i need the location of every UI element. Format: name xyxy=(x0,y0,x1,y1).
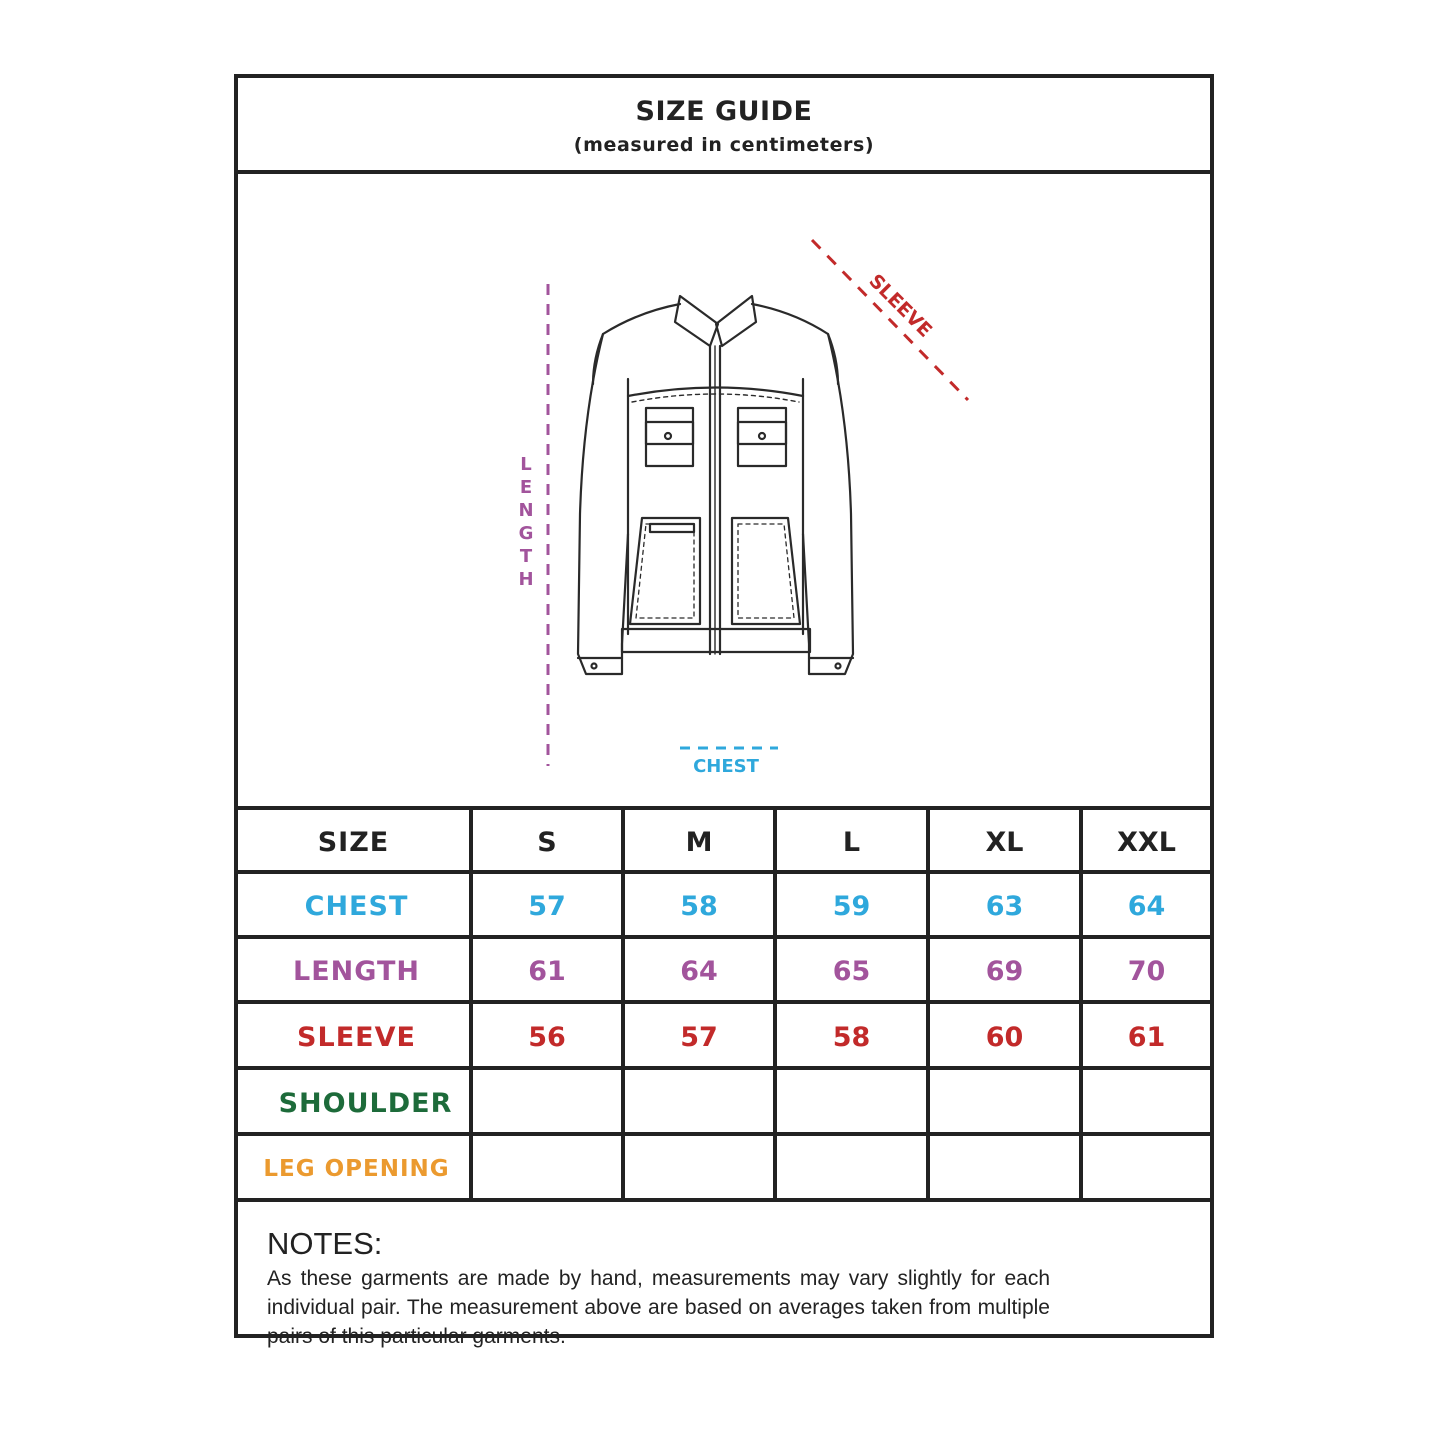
measurement-value: 59 xyxy=(773,874,926,939)
measurement-value: 57 xyxy=(469,874,621,939)
measurement-value: 70 xyxy=(1079,939,1210,1004)
measurement-value xyxy=(621,1070,773,1136)
size-column-header: SIZE xyxy=(317,826,390,858)
size-guide-header xyxy=(238,78,1210,174)
measurement-value xyxy=(1079,1070,1210,1136)
size-column-header: M xyxy=(621,810,773,874)
measurement-label: LENGTH xyxy=(293,956,420,987)
chest-label: CHEST xyxy=(693,756,759,777)
measurement-value xyxy=(621,1136,773,1202)
measurement-value xyxy=(773,1070,926,1136)
notes-body: As these garments are made by hand, measurements may vary slightly for each individual pair. The measurement above are based on averages taken from multiple pairs of this particular garments. xyxy=(267,1267,1050,1348)
measurement-value xyxy=(773,1136,926,1202)
size-guide-frame xyxy=(234,74,1214,1348)
measurement-value: 61 xyxy=(469,939,621,1004)
table-row xyxy=(238,1132,1210,1202)
measurement-value xyxy=(1079,1136,1210,1202)
measurement-value xyxy=(469,1070,621,1136)
size-column-header: XL xyxy=(926,810,1079,874)
measurement-label: SLEEVE xyxy=(297,1021,416,1053)
jacket-figure xyxy=(238,174,1210,806)
size-column-header: L xyxy=(773,810,926,874)
size-guide-subtitle: (measured in centimeters) xyxy=(573,134,875,156)
measurement-value: 69 xyxy=(926,939,1079,1004)
table-row xyxy=(238,870,1210,939)
size-column-header: XXL xyxy=(1079,810,1210,874)
length-label: L E N G T H xyxy=(518,454,534,590)
notes-section xyxy=(238,1198,1210,1348)
measurement-value: 64 xyxy=(621,939,773,1004)
measurement-value xyxy=(926,1070,1079,1136)
notes-title: NOTES: xyxy=(267,1226,383,1261)
sleeve-label: SLEEVE xyxy=(864,269,937,342)
measurement-value: 58 xyxy=(773,1004,926,1070)
measurement-label: LEG OPENING xyxy=(263,1156,450,1182)
measurement-value: 61 xyxy=(1079,1004,1210,1070)
measurement-value: 57 xyxy=(621,1004,773,1070)
jacket-drawing xyxy=(578,296,853,674)
table-row xyxy=(238,1066,1210,1136)
table-row xyxy=(238,1000,1210,1070)
size-column-header: S xyxy=(469,810,621,874)
measurement-label: CHEST xyxy=(304,891,409,922)
sleeve-measure-line xyxy=(812,240,968,400)
measurement-value: 64 xyxy=(1079,874,1210,939)
measurement-value xyxy=(926,1136,1079,1202)
measurement-value: 65 xyxy=(773,939,926,1004)
measurement-value: 60 xyxy=(926,1004,1079,1070)
table-row xyxy=(238,935,1210,1004)
size-header-row xyxy=(238,806,1210,874)
measurement-value: 63 xyxy=(926,874,1079,939)
size-guide-title: SIZE GUIDE xyxy=(635,96,813,127)
jacket-illustration xyxy=(238,174,1210,806)
measurement-label: SHOULDER xyxy=(278,1087,453,1119)
measurement-value xyxy=(469,1136,621,1202)
measurement-value: 56 xyxy=(469,1004,621,1070)
measurement-value: 58 xyxy=(621,874,773,939)
